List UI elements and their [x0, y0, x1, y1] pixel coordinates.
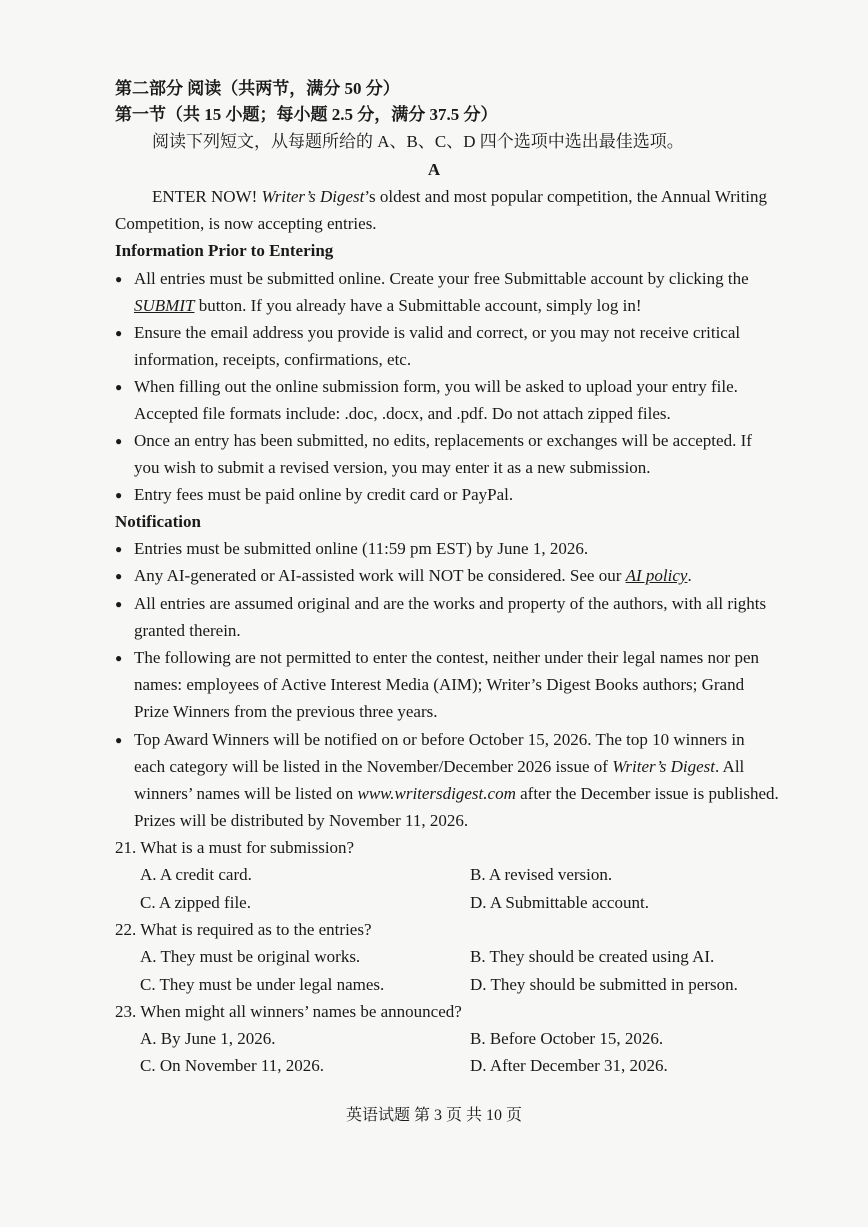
- submit-link[interactable]: SUBMIT: [134, 296, 195, 315]
- notification-text: after the December issue is published.: [515, 784, 779, 803]
- instructions: 阅读下列短文，从每题所给的 A、B、C、D 四个选项中选出最佳选项。: [152, 132, 684, 151]
- bullet-icon: ●: [115, 488, 123, 502]
- info-bullet-2-line-1: Ensure the email address you provide is valid and correct, or you may not receive critical: [134, 323, 741, 342]
- question-23-option-b: B. Before October 15, 2026.: [470, 1029, 664, 1048]
- question-22-option-b: B. They should be created using AI.: [470, 947, 715, 966]
- notification-5-line-2: [134, 756, 744, 778]
- section-title: 第一节（共 15 小题；每小题 2.5 分，满分 37.5 分）: [115, 105, 498, 124]
- notification-text: . All: [715, 757, 745, 776]
- notification-text: each category will be listed in the November/December 2026 issue of: [134, 757, 613, 776]
- question-21-option-d: D. A Submittable account.: [470, 893, 649, 912]
- question-21-option-c: C. A zipped file.: [140, 893, 251, 912]
- intro-text: ’s oldest and most popular competition, the Annual Writing: [364, 187, 768, 206]
- bullet-icon: ●: [115, 733, 123, 747]
- notification-text: .: [687, 566, 692, 585]
- bullet-icon: ●: [115, 380, 123, 394]
- info-bullet-1-line-2: [134, 295, 642, 317]
- info-bullet-1-line-1: All entries must be submitted online. Create your free Submittable account by clicking the: [134, 269, 749, 288]
- question-23-stem: 23. When might all winners’ names be announced?: [115, 1002, 462, 1021]
- notification-1: Entries must be submitted online (11:59 pm EST) by June 1, 2026.: [134, 539, 589, 558]
- intro-line-1: [152, 186, 767, 208]
- notification-5-line-1: Top Award Winners will be notified on or before October 15, 2026. The top 10 winners in: [134, 730, 745, 749]
- magazine-title: Writer’s Digest: [261, 187, 365, 206]
- notification-5-line-3: [134, 783, 779, 805]
- question-22-option-a: A. They must be original works.: [140, 947, 361, 966]
- question-21-option-b: B. A revised version.: [470, 865, 613, 884]
- part-title: 第二部分 阅读（共两节，满分 50 分）: [115, 79, 400, 98]
- notification-3-line-1: All entries are assumed original and are the works and property of the authors, with all rights: [134, 594, 767, 613]
- page-footer: 英语试题 第 3 页 共 10 页: [345, 1107, 522, 1124]
- website-url: www.writersdigest.com: [357, 784, 516, 803]
- intro-text: ENTER NOW!: [152, 187, 262, 206]
- bullet-icon: ●: [115, 326, 123, 340]
- notification-heading: Notification: [115, 512, 201, 531]
- info-bullet-5: Entry fees must be paid online by credit card or PayPal.: [134, 485, 514, 504]
- question-21-stem: 21. What is a must for submission?: [115, 838, 355, 857]
- info-bullet-3-line-2: Accepted file formats include: .doc, .docx, and .pdf. Do not attach zipped files.: [134, 404, 671, 423]
- info-text: button. If you already have a Submittable account, simply log in!: [194, 296, 642, 315]
- notification-text: winners’ names will be listed on: [134, 784, 358, 803]
- question-22-stem: 22. What is required as to the entries?: [115, 920, 372, 939]
- notification-4-line-3: Prize Winners from the previous three years.: [134, 702, 438, 721]
- info-bullet-3-line-1: When filling out the online submission form, you will be asked to upload your entry file.: [134, 377, 738, 396]
- bullet-icon: ●: [115, 597, 123, 611]
- info-bullet-2-line-2: information, receipts, confirmations, etc.: [134, 350, 412, 369]
- ai-policy-link[interactable]: AI policy: [625, 566, 688, 585]
- notification-2: [134, 565, 692, 587]
- notification-4-line-2: names: employees of Active Interest Media (AIM); Writer’s Digest Books authors; Grand: [134, 675, 745, 694]
- notification-text: Any AI-generated or AI-assisted work will NOT be considered. See our: [134, 566, 626, 585]
- bullet-icon: ●: [115, 569, 123, 583]
- bullet-icon: ●: [115, 651, 123, 665]
- info-bullet-4-line-1: Once an entry has been submitted, no edits, replacements or exchanges will be accepted. If: [134, 431, 752, 450]
- question-22-option-d: D. They should be submitted in person.: [470, 975, 738, 994]
- bullet-icon: ●: [115, 272, 123, 286]
- info-heading: Information Prior to Entering: [115, 241, 334, 260]
- question-21-option-a: A. A credit card.: [140, 865, 252, 884]
- notification-3-line-2: granted therein.: [134, 621, 241, 640]
- question-23-option-d: D. After December 31, 2026.: [470, 1056, 668, 1075]
- question-23-option-c: C. On November 11, 2026.: [140, 1056, 324, 1075]
- bullet-icon: ●: [115, 434, 123, 448]
- notification-4-line-1: The following are not permitted to enter the contest, neither under their legal names nor pen: [134, 648, 760, 667]
- passage-label: A: [427, 160, 441, 179]
- info-bullet-4-line-2: you wish to submit a revised version, you may enter it as a new submission.: [134, 458, 651, 477]
- intro-line-2: Competition, is now accepting entries.: [115, 214, 377, 233]
- bullet-icon: ●: [115, 542, 123, 556]
- question-23-option-a: A. By June 1, 2026.: [140, 1029, 276, 1048]
- notification-5-line-4: Prizes will be distributed by November 11, 2026.: [134, 811, 469, 830]
- question-22-option-c: C. They must be under legal names.: [140, 975, 385, 994]
- magazine-title: Writer’s Digest: [612, 757, 715, 776]
